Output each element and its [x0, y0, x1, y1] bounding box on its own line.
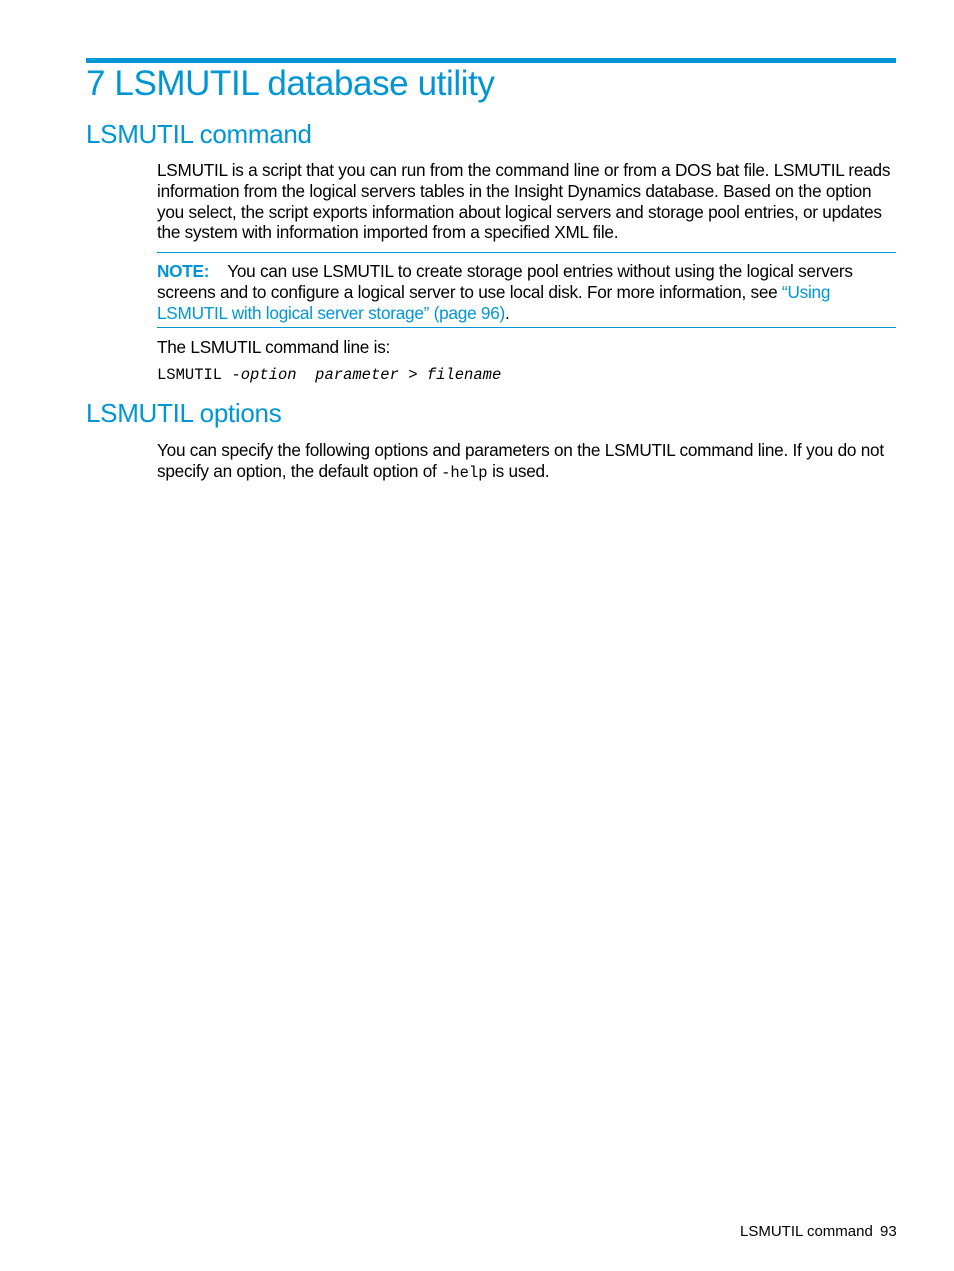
note-box: [157, 252, 896, 328]
lsmutil-options-text: [157, 440, 897, 484]
command-parameter: parameter: [315, 366, 399, 384]
chapter-top-rule: [86, 58, 896, 63]
lsmutil-command-intro: LSMUTIL is a script that you can run from the command line or from a DOS bat file. LSMUTIL reads information from the logical servers tables in the Insight Dynamics database. Based on the option you select, the script exports information about logical servers and storage pool entries, or updates the system with information imported from a specified XML file.: [157, 160, 891, 243]
command-syntax: [157, 365, 501, 385]
options-text-after: is used.: [487, 460, 550, 481]
options-text-before: You can specify the following options and parameters on the LSMUTIL command line. If you do not specify an option, the default option of: [157, 440, 884, 481]
chapter-title: 7 LSMUTIL database utility: [86, 64, 495, 103]
footer-page-number: 93: [880, 1223, 897, 1240]
command-dash: -: [231, 366, 241, 384]
note-label: NOTE:: [157, 261, 210, 281]
note-text: [157, 261, 896, 323]
note-body: You can use LSMUTIL to create storage pool entries without using the logical servers screens and to configure a logical server to use local disk. For more information, see: [157, 261, 853, 302]
command-redirect: >: [408, 366, 418, 384]
footer-section-name: LSMUTIL command: [740, 1223, 873, 1240]
command-filename: filename: [426, 366, 502, 384]
note-end: .: [505, 302, 510, 323]
command-option: option: [240, 366, 297, 384]
section-title-lsmutil-command: LSMUTIL command: [86, 119, 312, 149]
section-title-lsmutil-options: LSMUTIL options: [86, 398, 282, 428]
note-cross-reference-link[interactable]: “Using LSMUTIL with logical server storage” (page 96): [157, 281, 831, 323]
command-line-intro: The LSMUTIL command line is:: [157, 337, 391, 357]
command-program: LSMUTIL: [157, 366, 223, 384]
default-option-code: -help: [441, 463, 488, 482]
